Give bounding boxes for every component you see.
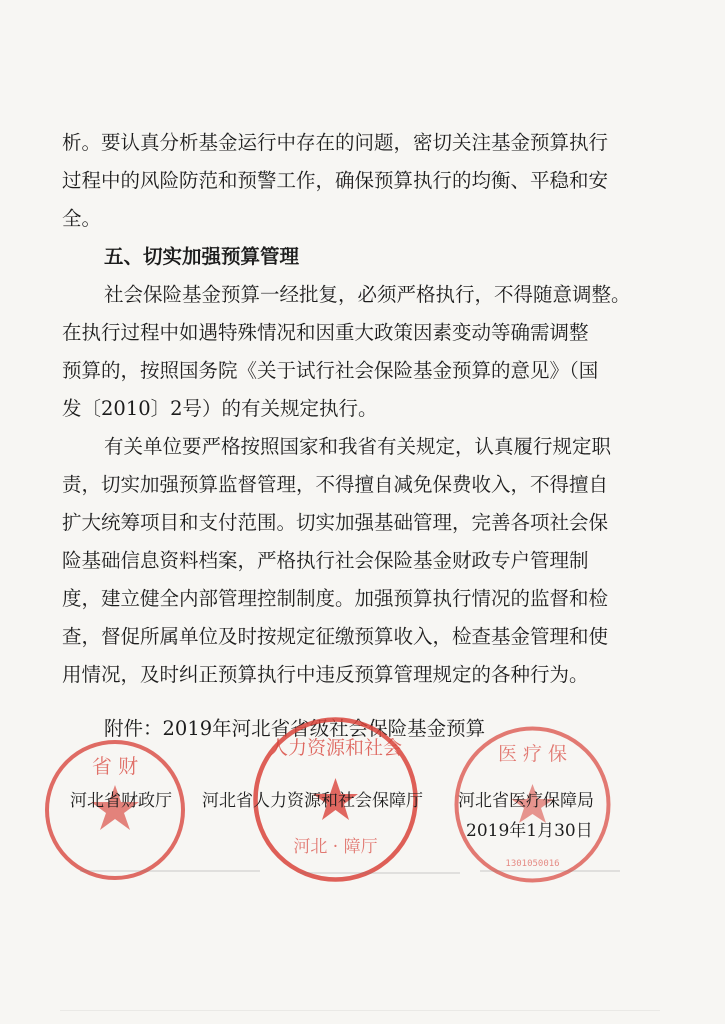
paragraph-line: 责，切实加强预算监督管理，不得擅自减免保费收入，不得擅自: [62, 473, 609, 496]
svg-text:1301050016: 1301050016: [505, 859, 560, 869]
paragraph-line: 用情况，及时纠正预算执行中违反预算管理规定的各种行为。: [62, 663, 589, 686]
attachment-line: 附件：2019年河北省省级社会保险基金预算: [104, 717, 486, 740]
bleed-through-mark: [80, 870, 260, 872]
paragraph-line: 有关单位要严格按照国家和我省有关规定，认真履行规定职: [104, 435, 612, 458]
paragraph-line: 社会保险基金预算一经批复，必须严格执行，不得随意调整。: [104, 283, 631, 306]
bleed-through-mark: [300, 872, 460, 874]
paragraph-line: 预算的，按照国务院《关于试行社会保险基金预算的意见》（国: [62, 359, 599, 382]
signatory-hr: 河北省人力资源和社会保障厅: [202, 791, 423, 811]
svg-text:人力资源和社会: 人力资源和社会: [268, 737, 403, 759]
svg-text:省 财: 省 财: [91, 754, 139, 778]
paragraph-line: 全。: [62, 207, 102, 230]
paragraph-line: 在执行过程中如遇特殊情况和因重大政策因素变动等确需调整: [62, 321, 589, 344]
svg-text:河北 · 障厅: 河北 · 障厅: [293, 837, 378, 857]
bleed-through-mark: [480, 870, 620, 872]
paragraph-line: 险基础信息资料档案，严格执行社会保险基金财政专户管理制: [62, 549, 589, 572]
document-date: 2019年1月30日: [466, 821, 593, 841]
paragraph-line: 析。要认真分析基金运行中存在的问题，密切关注基金预算执行: [62, 131, 609, 154]
paragraph-line: 过程中的风险防范和预警工作，确保预算执行的均衡、平稳和安: [62, 169, 609, 192]
signatory-finance: 河北省财政厅: [70, 791, 172, 811]
paragraph-line: 度，建立健全内部管理控制制度。加强预算执行情况的监督和检: [62, 587, 609, 610]
signatory-medical: 河北省医疗保障局: [458, 791, 594, 811]
svg-text:医 疗 保: 医 疗 保: [497, 743, 568, 765]
page-edge-shadow: [60, 1010, 660, 1011]
paragraph-line: 查，督促所属单位及时按规定征缴预算收入，检查基金管理和使: [62, 625, 609, 648]
paragraph-line: 扩大统筹项目和支付范围。切实加强基础管理，完善各项社会保: [62, 511, 609, 534]
section-heading: 五、切实加强预算管理: [104, 245, 300, 268]
paragraph-line: 发〔2010〕2号）的有关规定执行。: [62, 397, 378, 420]
